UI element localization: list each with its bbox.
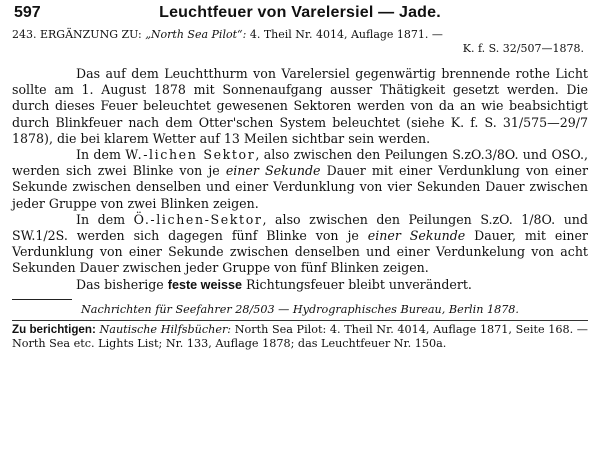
page-header [12, 4, 588, 28]
west-sector-label: W.-lichen Sektor [125, 147, 256, 163]
corrections-lead: Zu berichtigen: [12, 322, 96, 336]
corrections-detail: North Sea Pilot: 4. Theil Nr. 4014, Auflage 1871, Seite 168. — North Sea etc. Lights List; Nr. 133, Auflage 1878; das Leuchtfeuer Nr. 150a. [12, 322, 588, 350]
west-sector-bearings: , also zwischen den Peilungen S.zO.3/8O. und OSO., werden sich zwei Blinke von je [12, 147, 588, 179]
east-sector-label: Ö.-lichen-Sektor [133, 211, 263, 227]
east-sector-rest: Dauer, mit einer Verdunklung von einer Sekunde zwischen denselben und einer Verdunkelung von acht Sekunden Dauer zwischen jeder Gruppe von fünf Blinken zeigen. [12, 228, 588, 276]
paragraph-west-sector [12, 147, 588, 212]
corrections-books: Nautische Hilfsbücher: [99, 322, 232, 336]
west-sector-intro: In dem [76, 147, 121, 163]
source-line: Nachrichten für Seefahrer 28/503 — Hydrographisches Bureau, Berlin 1878. [80, 302, 519, 316]
west-sector-rest: Dauer mit einer Verdunklung von einer Sekunde zwischen denselben und einer Verdunklung von vier Sekunden Dauer zwischen jeder Gruppe von zwei Blinken zeigen. [12, 163, 588, 211]
white-light-emphasis: feste weisse [167, 277, 242, 292]
separator-rule [12, 320, 588, 321]
west-sector-duration: einer Sekunde [225, 163, 321, 179]
paragraph-white-light [12, 277, 588, 293]
entry-heading [12, 28, 588, 56]
notice-body [12, 66, 588, 293]
east-sector-intro: In dem [76, 211, 126, 227]
entry-reference: „North Sea Pilot“: [145, 28, 247, 41]
east-sector-bearings: , also zwischen den Peilungen S.zO. 1/8O. und SW.1/2S. werden sich dagegen fünf Blinke von je [12, 211, 588, 244]
entry-ks-reference: K. f. S. 32/507—1878. [462, 42, 584, 55]
entry-reference-detail: 4. Theil Nr. 4014, Auflage 1871. — [249, 28, 443, 41]
short-rule [12, 299, 72, 300]
corrections-note [12, 323, 588, 351]
paragraph-red-light: Das auf dem Leuchtthurm von Varelersiel gegenwärtig brennende rothe Licht sollte am 1. August 1878 mit Sonnenaufgang ausser Thätigkeit gesetzt werden. Die durch dieses Feuer beleuchtet gewesenen Sektoren werden von da an wie beabsichtigt durch Blinkfeuer nach dem Otter'schen System beleuchtet (siehe K. f. S. 31/575—29/7 1878), die bei klarem Wetter auf 13 Meilen sichtbar sein werden. [12, 66, 588, 146]
white-light-intro: Das bisherige [76, 276, 164, 292]
entry-number: 243. ERGÄNZUNG ZU: [12, 28, 142, 41]
white-light-rest: Richtungsfeuer bleibt unverändert. [246, 276, 472, 292]
east-sector-duration: einer Sekunde [367, 228, 466, 244]
page-number: 597 [14, 4, 41, 21]
paragraph-east-sector [12, 212, 588, 277]
running-title: Leuchtfeuer von Varelersiel — Jade. [159, 4, 441, 21]
